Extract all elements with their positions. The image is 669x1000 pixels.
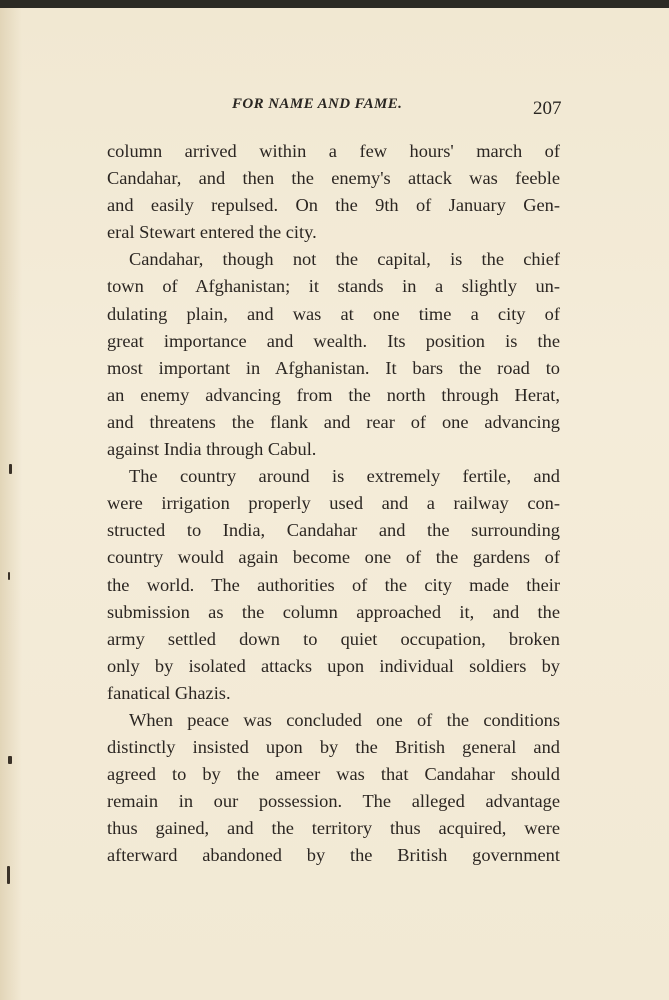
text-line: country would again become one of the gardens of [107,547,560,568]
text-line: structed to India, Candahar and the surrounding [107,520,560,541]
binding-shadow [0,8,22,1000]
page-top-edge [0,0,669,8]
text-line: fanatical Ghazis. [107,682,231,703]
text-line: When peace was concluded one of the conditions [129,709,560,730]
text-line: were irrigation properly used and a railway con- [107,493,560,514]
text-line: Candahar, though not the capital, is the chief [129,249,560,270]
text-line: against India through Cabul. [107,439,317,460]
text-line: only by isolated attacks upon individual soldiers by [107,655,560,676]
text-line: column arrived within a few hours' march of [107,141,560,161]
text-line: agreed to by the ameer was that Candahar should [107,764,560,785]
text-line: and threatens the flank and rear of one advancing [107,411,560,432]
text-line: the world. The authorities of the city made their [107,574,560,595]
margin-speck [7,866,10,884]
text-line: great importance and wealth. Its position is the [107,330,560,351]
text-line: thus gained, and the territory thus acquired, were [107,818,560,839]
text-line: eral Stewart entered the city. [107,222,317,243]
text-line: remain in our possession. The alleged advantage [107,791,560,812]
text-line: an enemy advancing from the north through Herat, [107,384,560,405]
text-line: afterward abandoned by the British government [107,845,560,866]
text-line: and easily repulsed. On the 9th of January Gen- [107,195,560,216]
text-line: dulating plain, and was at one time a city of [107,303,560,324]
text-line: town of Afghanistan; it stands in a slightly un- [107,276,560,297]
text-line: army settled down to quiet occupation, broken [107,628,560,649]
text-line: submission as the column approached it, and the [107,601,560,622]
text-line: distinctly insisted upon by the British general and [107,737,560,758]
page-number: 207 [533,98,562,119]
running-title: FOR NAME AND FAME. [232,96,403,112]
body-text [107,138,560,870]
text-line: most important in Afghanistan. It bars the road to [107,357,560,378]
margin-speck [9,464,12,474]
text-line: The country around is extremely fertile, and [129,466,560,487]
margin-speck [8,756,12,764]
text-line: Candahar, and then the enemy's attack was feeble [107,168,560,189]
margin-speck [8,572,10,580]
